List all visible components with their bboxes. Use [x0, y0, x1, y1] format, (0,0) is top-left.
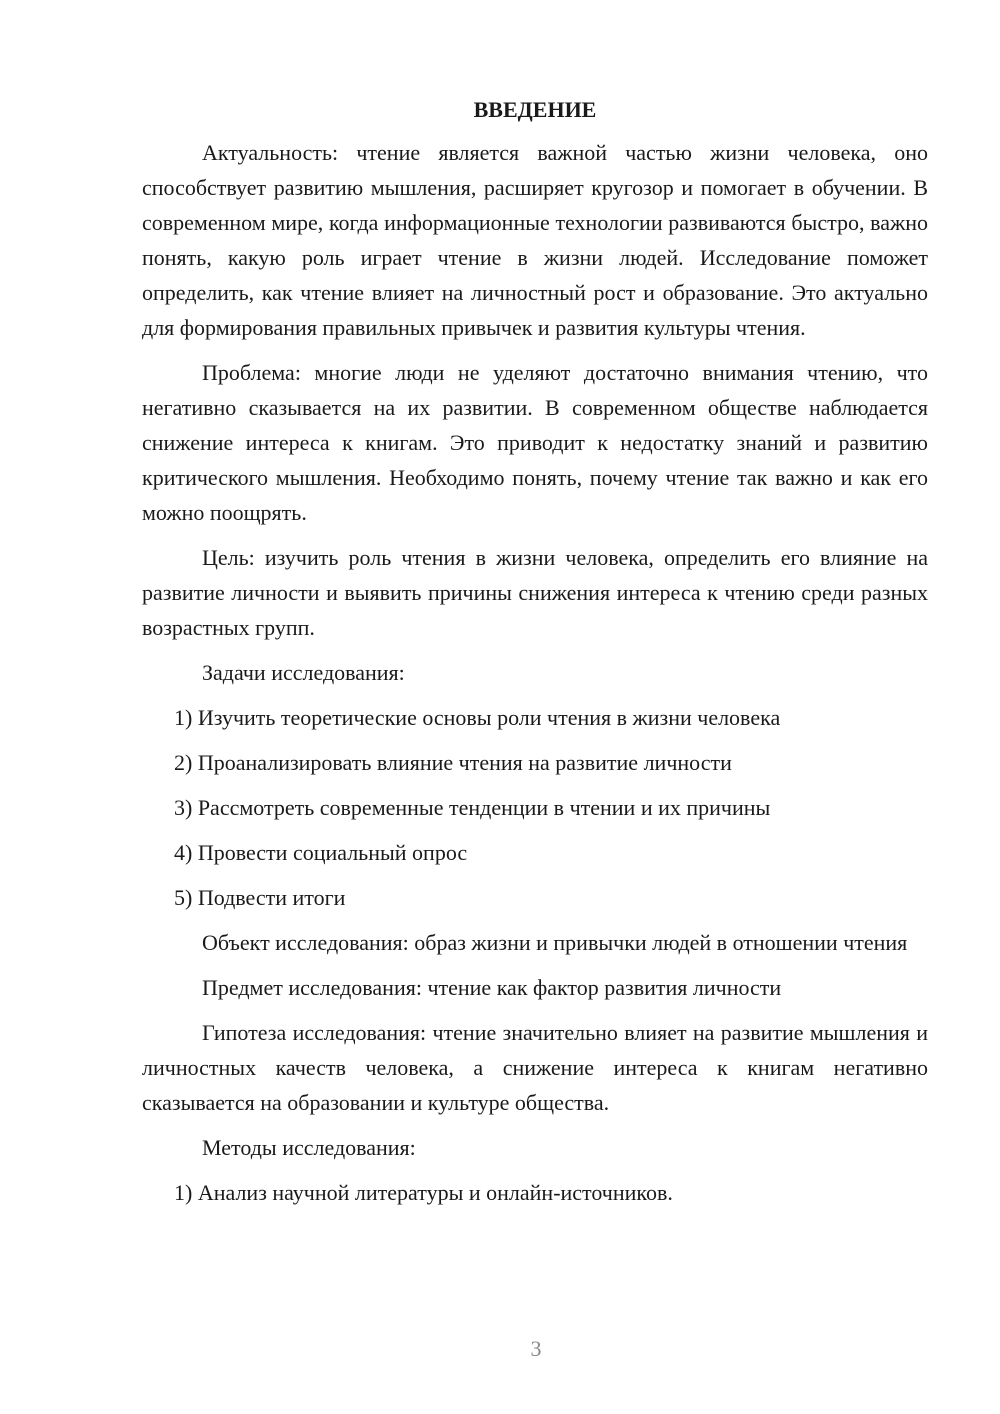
subject-paragraph: Предмет исследования: чтение как фактор развития личности	[202, 975, 782, 1000]
section-title: ВВЕДЕНИЕ	[473, 97, 597, 122]
problem-paragraph: Проблема: многие люди не уделяют достаточно внимания чтению, что негативно сказывается на их развитии. В современном обществе наблюдается снижение интереса к книгам. Это приводит к недостатку знаний и развитию критического мышления. Необходимо понять, почему чтение так важно и как его можно поощрять.	[142, 360, 928, 525]
list-item: 3) Рассмотреть современные тенденции в чтении и их причины	[174, 795, 771, 820]
methods-heading: Методы исследования:	[202, 1135, 416, 1160]
tasks-heading: Задачи исследования:	[202, 660, 405, 685]
list-item: 1) Изучить теоретические основы роли чтения в жизни человека	[174, 705, 781, 730]
methods-list	[142, 1175, 928, 1210]
list-item: 1) Анализ научной литературы и онлайн-источников.	[174, 1180, 673, 1205]
page-number: 3	[530, 1336, 542, 1361]
goal-paragraph: Цель: изучить роль чтения в жизни человека, определить его влияние на развитие личности и выявить причины снижения интереса к чтению среди разных возрастных групп.	[142, 545, 928, 640]
list-item: 5) Подвести итоги	[174, 885, 346, 910]
object-paragraph: Объект исследования: образ жизни и привычки людей в отношении чтения	[202, 930, 908, 955]
relevance-paragraph: Актуальность: чтение является важной частью жизни человека, оно способствует развитию мышления, расширяет кругозор и помогает в обучении. В современном мире, когда информационные технологии развиваются быстро, важно понять, какую роль играет чтение в жизни людей. Исследование поможет определить, как чтение влияет на личностный рост и образование. Это актуально для формирования правильных привычек и развития культуры чтения.	[142, 140, 928, 340]
tasks-list	[142, 700, 928, 915]
hypothesis-paragraph: Гипотеза исследования: чтение значительно влияет на развитие мышления и личностных качеств человека, а снижение интереса к книгам негативно сказывается на образовании и культуре общества.	[142, 1020, 928, 1115]
document-page	[142, 95, 928, 1220]
list-item: 2) Проанализировать влияние чтения на развитие личности	[174, 750, 732, 775]
list-item: 4) Провести социальный опрос	[174, 840, 468, 865]
